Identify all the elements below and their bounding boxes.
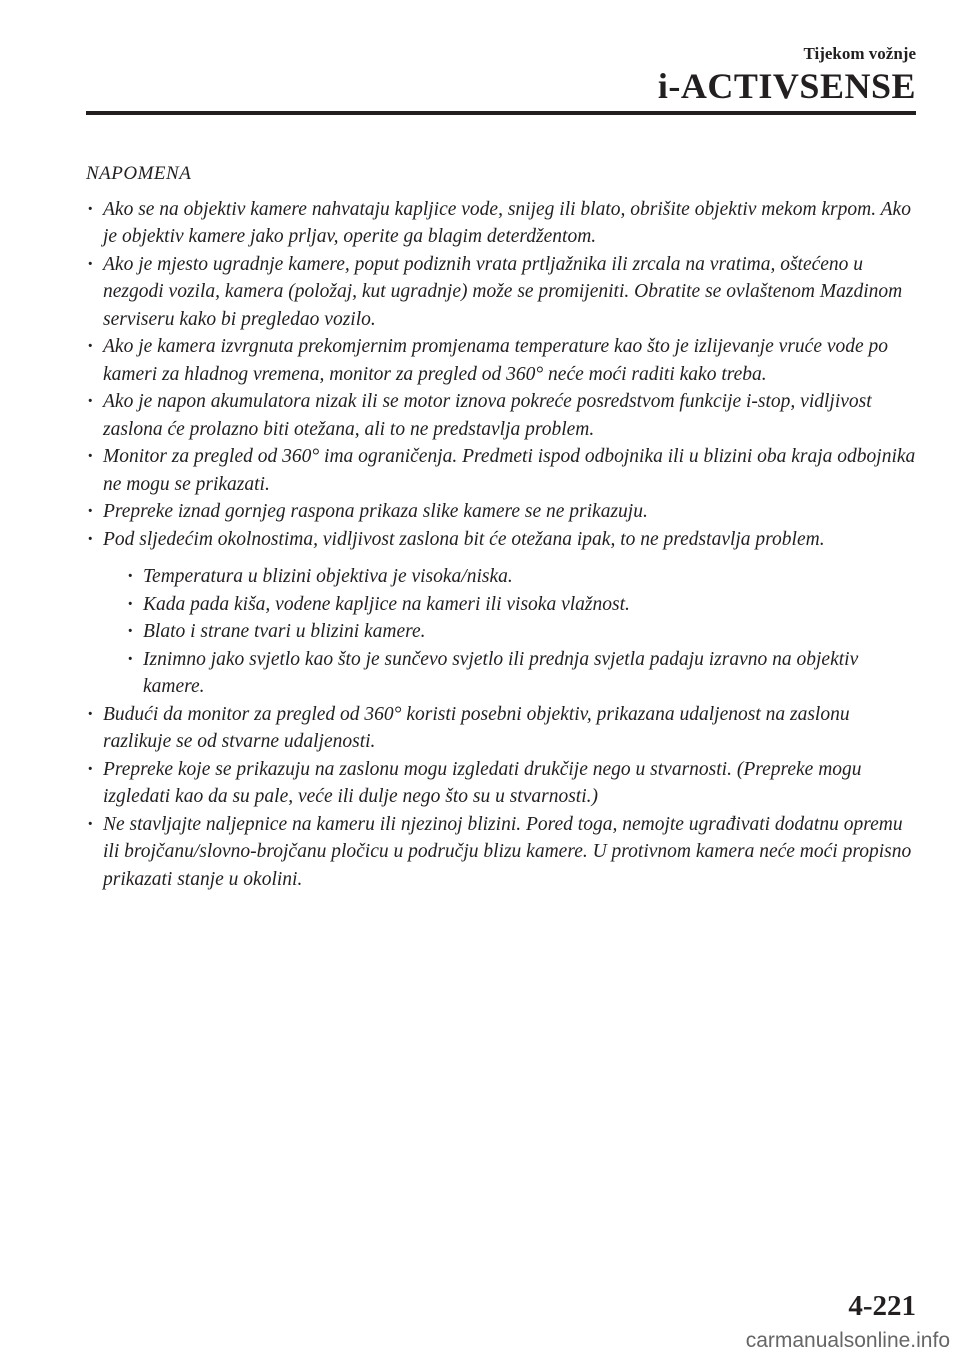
note-item-text: Pod sljedećim okolnostima, vidljivost zaslona bit će otežana ipak, to ne predstavlja problem. [103, 528, 825, 550]
note-subitem: · Kada pada kiša, vodene kapljice na kameri ili visoka vlažnost. [126, 591, 922, 619]
note-subitem: · Temperatura u blizini objektiva je visoka/niska. [126, 563, 922, 591]
note-item: · Ako je mjesto ugradnje kamere, poput podiznih vrata prtljažnika ili zrcala na vratima, oštećeno u nezgodi vozila, kamera (položaj, kut ugradnje) može se promijeniti. Obratite se ovlaštenom Mazdinom serviseru kako bi pregledao vozilo. [86, 251, 922, 334]
note-item: · Ako je kamera izvrgnuta prekomjernim promjenama temperature kao što je izlijevanje vruće vode po kameri za hladnog vremena, monitor za pregled od 360° neće moći raditi kako treba. [86, 333, 922, 388]
note-item: · Prepreke iznad gornjeg raspona prikaza slike kamere se ne prikazuju. [86, 498, 922, 526]
note-subitem: · Iznimno jako svjetlo kao što je sunčevo svjetlo ili prednja svjetla padaju izravno na objektiv kamere. [126, 646, 922, 701]
note-subitem: · Blato i strane tvari u blizini kamere. [126, 618, 922, 646]
note-item: · Ne stavljajte naljepnice na kameru ili njezinoj blizini. Pored toga, nemojte ugrađivati dodatnu opremu ili brojčanu/slovno-brojčanu pločicu u području blizu kamere. U protivnom kamera neće moći propisno prikazati stanje u okolini. [86, 811, 922, 894]
note-sublist [126, 563, 922, 701]
section-title: i-ACTIVSENSE [657, 66, 916, 106]
note-list [86, 196, 922, 894]
note-item: · Monitor za pregled od 360° ima ograničenja. Predmeti ispod odbojnika ili u blizini oba kraja odbojnika ne mogu se prikazati. [86, 443, 922, 498]
note-item: · Ako se na objektiv kamere nahvataju kapljice vode, snijeg ili blato, obrišite objektiv mekom krpom. Ako je objektiv kamere jako prljav, operite ga blagim deterdžentom. [86, 196, 922, 251]
chapter-title: Tijekom vožnje [803, 44, 916, 63]
note-block [86, 160, 922, 893]
note-item: · Budući da monitor za pregled od 360° koristi posebni objektiv, prikazana udaljenost na zaslonu razlikuje se od stvarne udaljenosti. [86, 701, 922, 756]
note-item: · Prepreke koje se prikazuju na zaslonu mogu izgledati drukčije nego u stvarnosti. (Prepreke mogu izgledati kao da su pale, veće ili dulje nego što su u stvarnosti.) [86, 756, 922, 811]
watermark: carmanualsonline.info [745, 1329, 950, 1352]
page-number: 4-221 [848, 1290, 916, 1322]
note-item [86, 526, 922, 701]
header-divider [86, 111, 916, 115]
note-heading: NAPOMENA [86, 163, 192, 184]
page-header [658, 44, 916, 106]
note-item: · Ako je napon akumulatora nizak ili se motor iznova pokreće posredstvom funkcije i-stop, vidljivost zaslona će prolazno biti otežana, ali to ne predstavlja problem. [86, 388, 922, 443]
